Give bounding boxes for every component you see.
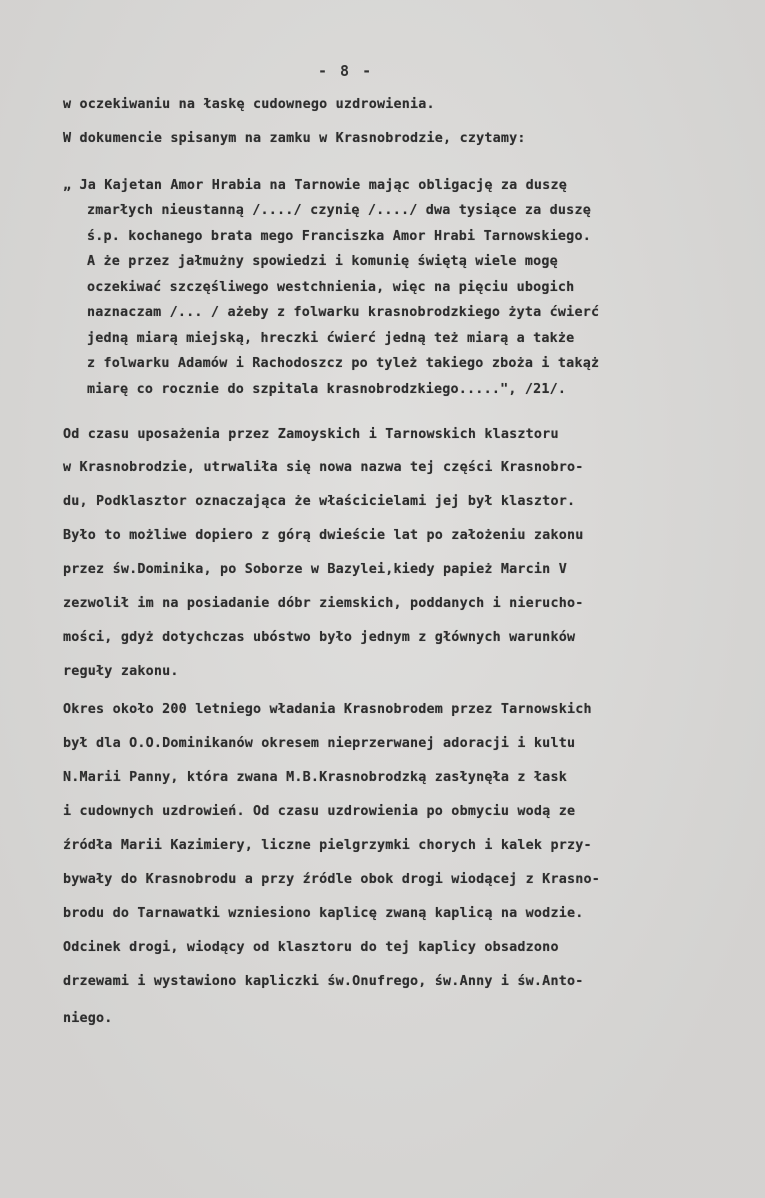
body-line: du, Podklasztor oznaczająca że właścicielami jej był klasztor. bbox=[63, 494, 576, 509]
intro-line: W dokumencie spisanym na zamku w Krasnobrodzie, czytamy: bbox=[63, 131, 526, 146]
body-line: w Krasnobrodzie, utrwaliła się nowa nazwa tej części Krasnobro- bbox=[63, 460, 584, 475]
body-line: Okres około 200 letniego władania Krasnobrodem przez Tarnowskich bbox=[63, 702, 592, 717]
quote-line: z folwarku Adamów i Rachodoszcz po tyleż takiego zboża i takąż bbox=[87, 356, 600, 371]
body-line: bywały do Krasnobrodu a przy źródle obok drogi wiodącej z Krasno- bbox=[63, 872, 601, 887]
quote-line: „ Ja Kajetan Amor Hrabia na Tarnowie mając obligację za duszę bbox=[63, 178, 567, 193]
body-line: Było to możliwe dopiero z górą dwieście lat po założeniu zakonu bbox=[63, 528, 584, 543]
intro-line: w oczekiwaniu na łaskę cudownego uzdrowienia. bbox=[63, 97, 435, 112]
body-line: źródła Marii Kazimiery, liczne pielgrzymki chorych i kalek przy- bbox=[63, 838, 592, 853]
quote-line: miarę co rocznie do szpitala krasnobrodzkiego.....", /21/. bbox=[87, 382, 567, 397]
body-line: drzewami i wystawiono kapliczki św.Onufrego, św.Anny i św.Anto- bbox=[63, 974, 584, 989]
page-number: - 8 - bbox=[318, 62, 374, 80]
body-line: mości, gdyż dotychczas ubóstwo było jednym z głównych warunków bbox=[63, 630, 576, 645]
body-line: przez św.Dominika, po Soborze w Bazylei,kiedy papież Marcin V bbox=[63, 562, 567, 577]
body-line: i cudownych uzdrowień. Od czasu uzdrowienia po obmyciu wodą ze bbox=[63, 804, 576, 819]
body-line: Od czasu uposażenia przez Zamoyskich i Tarnowskich klasztoru bbox=[63, 427, 559, 442]
quote-line: oczekiwać szczęśliwego westchnienia, więc na pięciu ubogich bbox=[87, 280, 575, 295]
quote-line: ś.p. kochanego brata mego Franciszka Amor Hrabi Tarnowskiego. bbox=[87, 229, 591, 244]
quote-line: jedną miarą miejską, hreczki ćwierć jedną też miarą a także bbox=[87, 331, 575, 346]
body-line: był dla O.O.Dominikanów okresem nieprzerwanej adoracji i kultu bbox=[63, 736, 576, 751]
body-line: zezwolił im na posiadanie dóbr ziemskich, poddanych i nierucho- bbox=[63, 596, 584, 611]
body-line: brodu do Tarnawatki wzniesiono kaplicę zwaną kaplicą na wodzie. bbox=[63, 906, 584, 921]
quote-line: A że przez jałmużny spowiedzi i komunię świętą wiele mogę bbox=[87, 254, 558, 269]
quote-line: zmarłych nieustanną /..../ czynię /..../ dwa tysiące za duszę bbox=[87, 203, 591, 218]
body-line: reguły zakonu. bbox=[63, 664, 179, 679]
body-line: niego. bbox=[63, 1011, 113, 1026]
quote-line: naznaczam /... / ażeby z folwarku krasnobrodzkiego żyta ćwierć bbox=[87, 305, 600, 320]
body-line: Odcinek drogi, wiodący od klasztoru do tej kaplicy obsadzono bbox=[63, 940, 559, 955]
body-line: N.Marii Panny, która zwana M.B.Krasnobrodzką zasłynęła z łask bbox=[63, 770, 567, 785]
